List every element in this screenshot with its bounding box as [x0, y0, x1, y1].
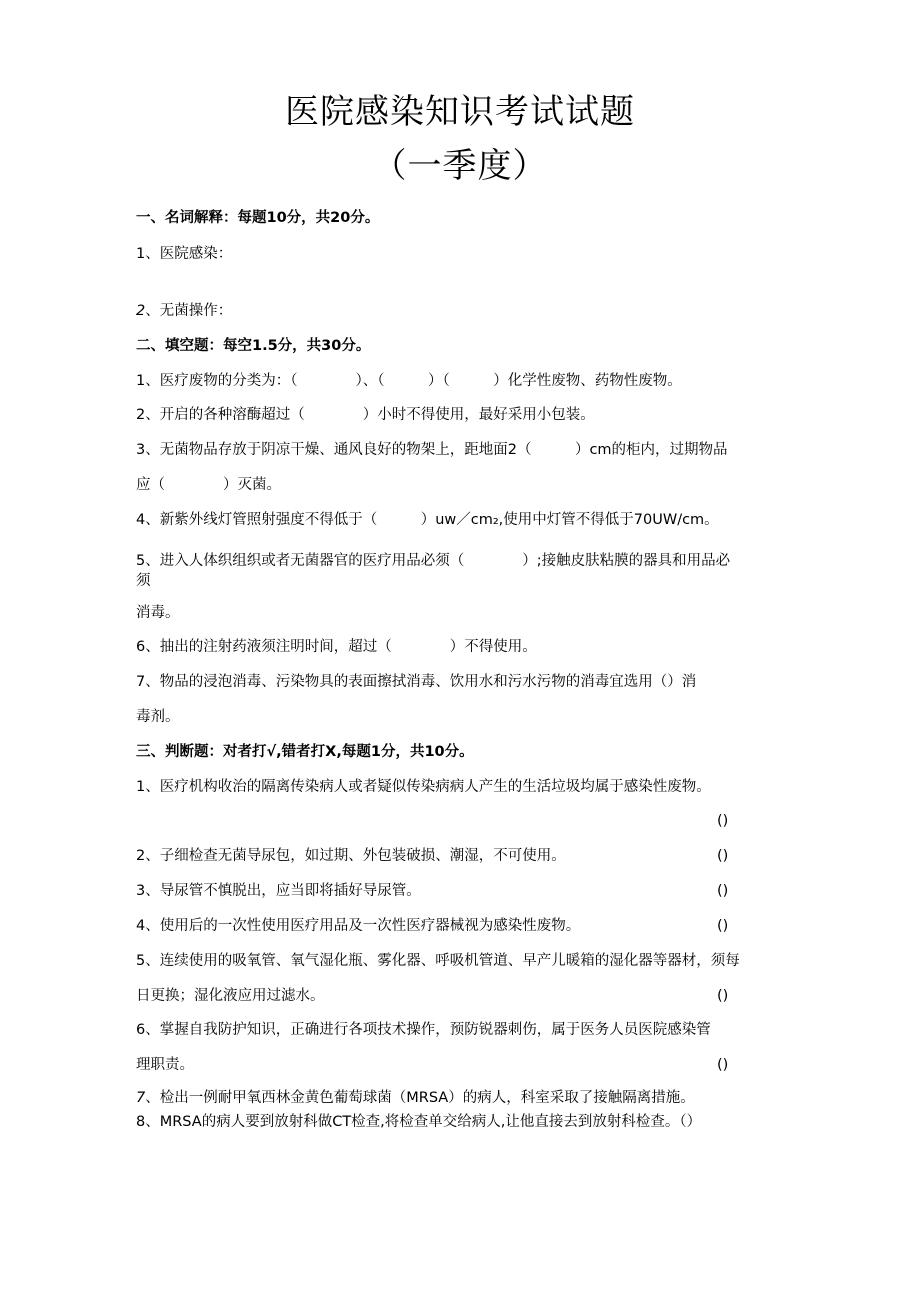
- page-title: 医院感染知识考试试题: [285, 92, 635, 132]
- section3-question-5-line1: 5、连续使用的吸氧管、氧气湿化瓶、雾化器、呼吸机管道、早产儿暖箱的湿化器等器材，须每: [136, 953, 740, 969]
- section2-question-7-line1: 7、物品的浸泡消毒、污染物具的表面擦拭消毒、饮用水和污水污物的消毒宜选用（）消: [136, 674, 697, 690]
- section1-heading: 一、名词解释：每题10分，共20分。: [136, 210, 380, 226]
- section2-question-3-line1: 3、无菌物品存放于阴凉干燥、通风良好的物架上，距地面2（ ）cm的柜内，过期物品: [136, 442, 728, 458]
- section2-question-4: 4、新紫外线灯管照射强度不得低于（ ）uw／cm₂,使用中灯管不得低于70UW/cm。: [136, 512, 719, 528]
- answer-paren-4: (): [717, 918, 729, 934]
- section3-heading: 三、判断题：对者打√,错者打X,每题1分，共10分。: [136, 744, 474, 760]
- section2-question-5-line1: 5、进入人体织组织或者无菌器官的医疗用品必须（ ）;接触皮肤粘膜的器具和用品必: [136, 553, 731, 569]
- section2-question-6: 6、抽出的注射药液须注明时间，超过（ ）不得使用。: [136, 639, 537, 655]
- section2-question-5-line2: 须: [136, 573, 151, 589]
- section3-question-1: 1、医疗机构收治的隔离传染病人或者疑似传染病病人产生的生活垃圾均属于感染性废物。: [136, 779, 711, 795]
- section3-question-5-line2: 日更换；湿化液应用过滤水。: [136, 988, 325, 1004]
- section3-question-3: 3、导尿管不慎脱出，应当即将插好导尿管。: [136, 883, 421, 899]
- answer-paren-2: (): [717, 848, 729, 864]
- section3-question-2: 2、子细检查无菌导尿包，如过期、外包装破损、潮湿，不可使用。: [136, 848, 566, 864]
- answer-paren-6: (): [717, 1057, 729, 1073]
- section2-question-7-line2: 毒剂。: [136, 709, 180, 725]
- section2-question-3-line2: 应（ ）灭菌。: [136, 477, 281, 493]
- section3-question-8: 8、MRSA的病人要到放射科做CT检查,将检查单交给病人,让他直接去到放射科检查。（）: [136, 1114, 702, 1130]
- section3-question-4: 4、使用后的一次性使用医疗用品及一次性医疗器械视为感染性废物。: [136, 918, 581, 934]
- page-subtitle: （一季度）: [372, 146, 548, 186]
- answer-paren-1: (): [717, 813, 729, 829]
- section3-question-7: 7、检出一例耐甲氧西林金黄色葡萄球菌（MRSA）的病人，科室采取了接触隔离措施。: [136, 1090, 695, 1106]
- section2-question-1: 1、医疗废物的分类为：（ ）、（ ）（ ）化学性废物、药物性废物。: [136, 373, 682, 389]
- section1-question-2: 2、无菌操作：: [136, 303, 233, 319]
- answer-paren-3: (): [717, 883, 729, 899]
- section3-question-6-line2: 理职责。: [136, 1057, 194, 1073]
- section3-question-6-line1: 6、掌握自我防护知识，正确进行各项技术操作，预防锐器刺伤，属于医务人员医院感染管: [136, 1022, 711, 1038]
- section2-heading: 二、填空题：每空1.5分，共30分。: [136, 338, 371, 354]
- section1-question-1: 1、医院感染：: [136, 246, 233, 262]
- section2-question-5-line3: 消毒。: [136, 605, 180, 621]
- section2-question-2: 2、开启的各种溶酶超过（ ）小时不得使用，最好采用小包装。: [136, 407, 595, 423]
- answer-paren-5: (): [717, 988, 729, 1004]
